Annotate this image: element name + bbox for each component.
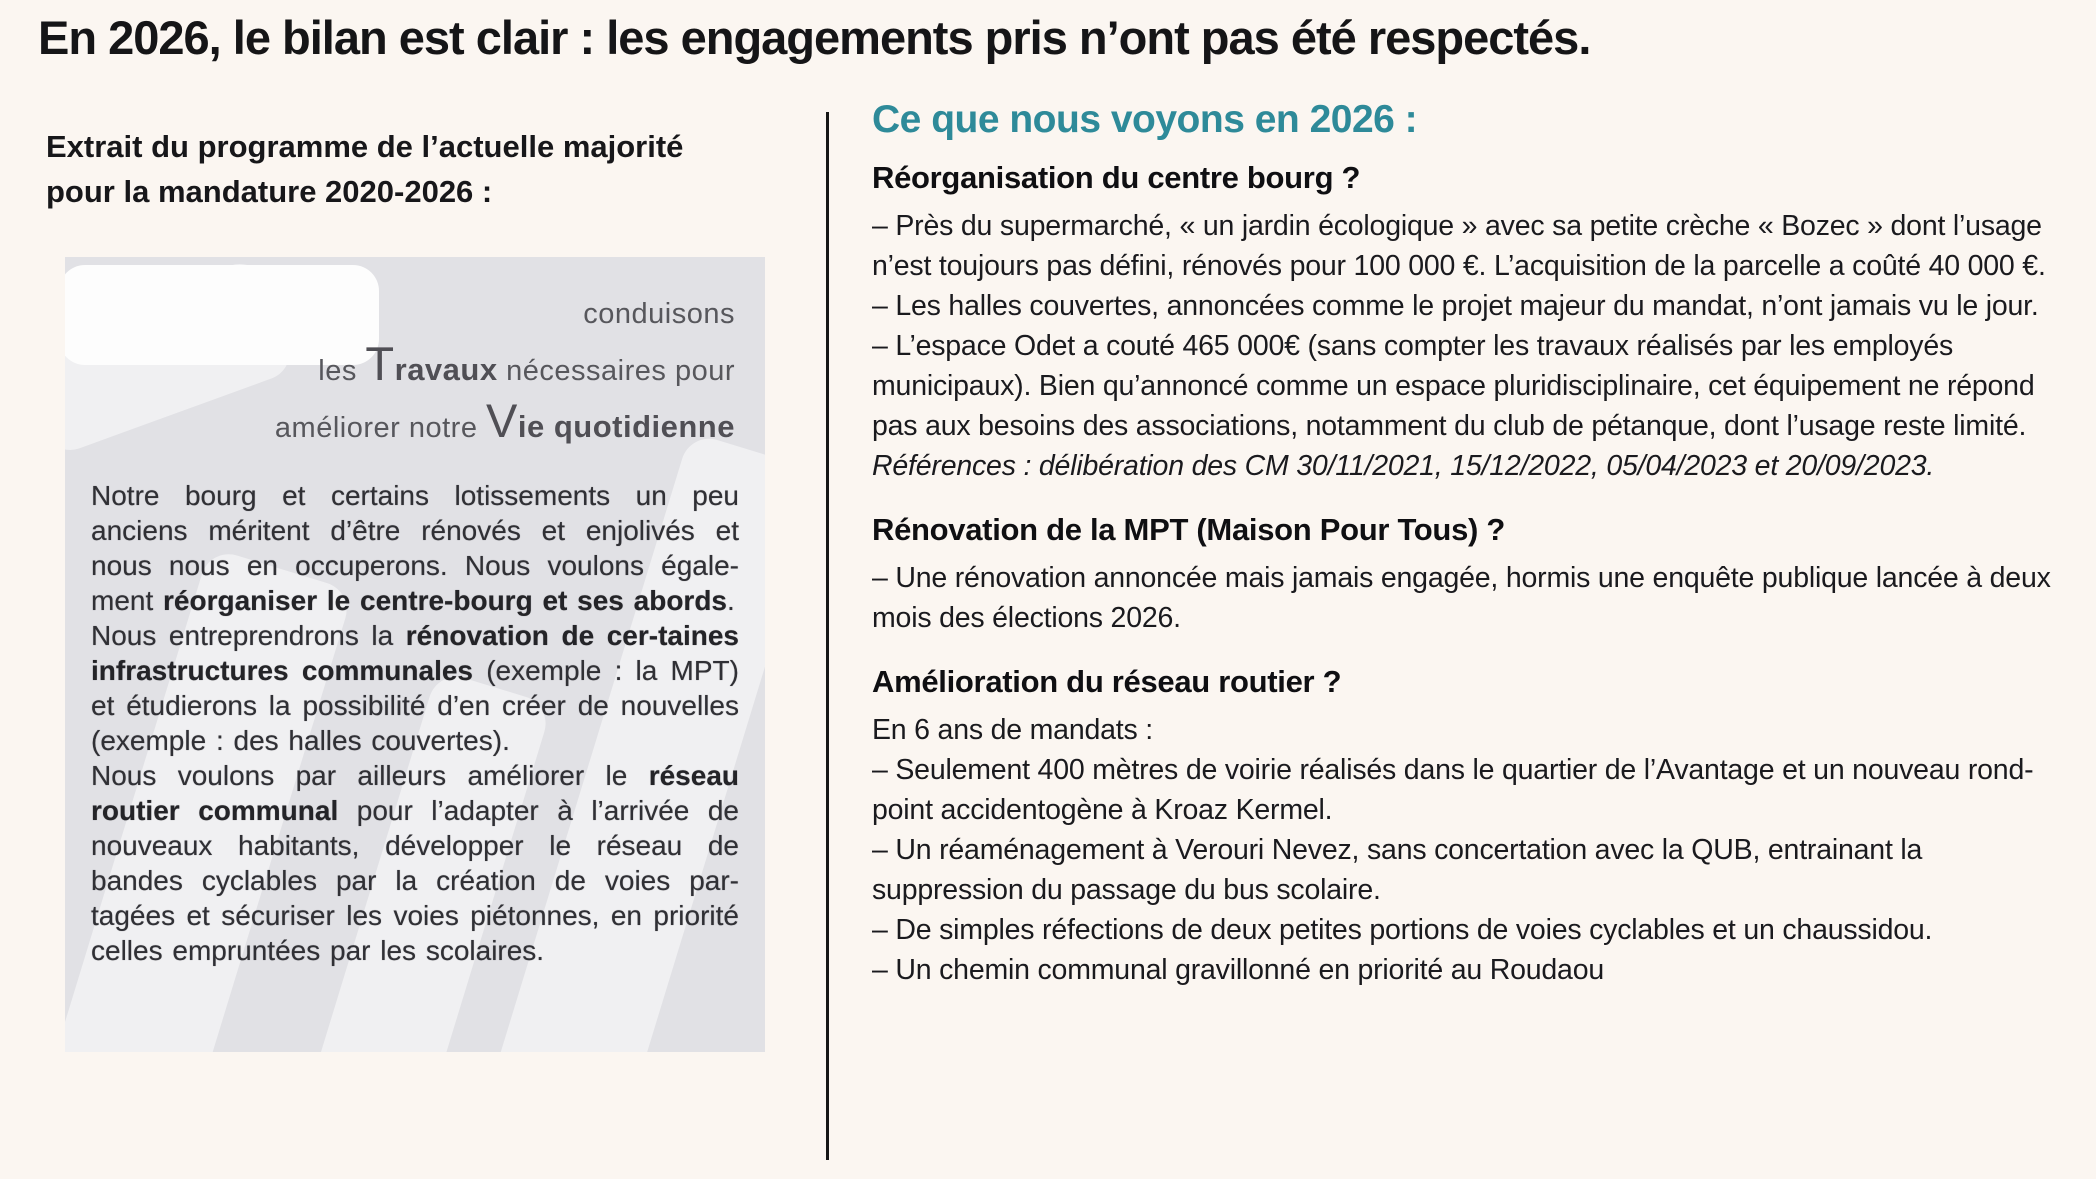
bullet-chemin-communal: – Un chemin communal gravillonné en priorité au Roudaou	[872, 954, 1605, 986]
line-six-ans: En 6 ans de mandats :	[872, 714, 1153, 746]
headline: En 2026, le bilan est clair : les engagements pris n’ont pas été respectés.	[38, 11, 1591, 64]
scan-slogan	[91, 287, 739, 456]
section-reseau-routier	[872, 664, 2062, 990]
program-scan-image	[65, 257, 765, 1052]
bullet-halles-couvertes: – Les halles couvertes, annoncées comme le projet majeur du mandat, n’ont jamais vu le jour.	[872, 290, 2039, 322]
left-intro-label: Extrait du programme de l’actuelle majorité pour la mandature 2020-2026 :	[46, 129, 684, 209]
right-column	[872, 98, 2062, 990]
scan-body-text	[91, 478, 739, 968]
slogan-line-1: conduisons	[583, 298, 735, 330]
scan-paragraph-3: Nous voulons par ailleurs améliorer le réseau routier communal pour l’adapter à l’arrivée de nouveaux habitants, développer le réseau de bandes cyclables par la création de voies par-tagées et sécuriser les voies piétonnes, en priorité celles empruntées par les scolaires.	[91, 760, 740, 966]
bullet-voies-cyclables: – De simples réfections de deux petites portions de voies cyclables et un chaussidou.	[872, 914, 1933, 946]
section-mpt	[872, 512, 2062, 638]
section-heading-reseau-routier: Amélioration du réseau routier ?	[872, 664, 1342, 699]
slogan-line-3: améliorer notre Vie quotidienne	[274, 394, 735, 447]
scan-paragraph-2: Nous entreprendrons la rénovation de cer-taines infrastructures communales (exemple : la MPT) et étudierons la possibilité d’en créer de nouvelles (exemple : des halles couvertes).	[91, 620, 739, 756]
bullet-espace-odet: – L’espace Odet a couté 465 000€ (sans compter les travaux réalisés par les employés municipaux). Bien qu’annoncé comme un espace pluridisciplinaire, cet équipement ne répond pas aux besoins des associations, notamment du club de pétanque, dont l’usage reste limité.	[872, 330, 2035, 442]
bullet-verouri-nevez: – Un réaménagement à Verouri Nevez, sans concertation avec la QUB, entrainant la suppression du passage du bus scolaire.	[872, 834, 1923, 906]
section-heading-centre-bourg: Réorganisation du centre bourg ?	[872, 160, 1361, 195]
section-heading-mpt: Rénovation de la MPT (Maison Pour Tous) ?	[872, 512, 1505, 547]
references-note: Références : délibération des CM 30/11/2021, 15/12/2022, 05/04/2023 et 20/09/2023.	[872, 450, 1935, 482]
column-divider	[826, 112, 829, 1160]
slogan-line-2: les Travaux nécessaires pour	[318, 337, 735, 390]
bullet-jardin-ecologique: – Près du supermarché, « un jardin écologique » avec sa petite crèche « Bozec » dont l’usage n’est toujours pas défini, rénovés pour 100 000 €. L’acquisition de la parcelle a coûté 40 000 €.	[872, 210, 2046, 282]
scan-paragraph-1: Notre bourg et certains lotissements un peu anciens méritent d’être rénovés et enjolivés et nous nous en occuperons. Nous voulons égale-ment réorganiser le centre-bourg et ses abords.	[91, 480, 739, 616]
section-centre-bourg	[872, 160, 2062, 486]
right-column-title: Ce que nous voyons en 2026 :	[872, 98, 1418, 141]
bullet-renovation-mpt: – Une rénovation annoncée mais jamais engagée, hormis une enquête publique lancée à deux mois des élections 2026.	[872, 562, 2051, 634]
bullet-voirie: – Seulement 400 mètres de voirie réalisés dans le quartier de l’Avantage et un nouveau rond-point accidentogène à Kroaz Kermel.	[872, 754, 2034, 826]
